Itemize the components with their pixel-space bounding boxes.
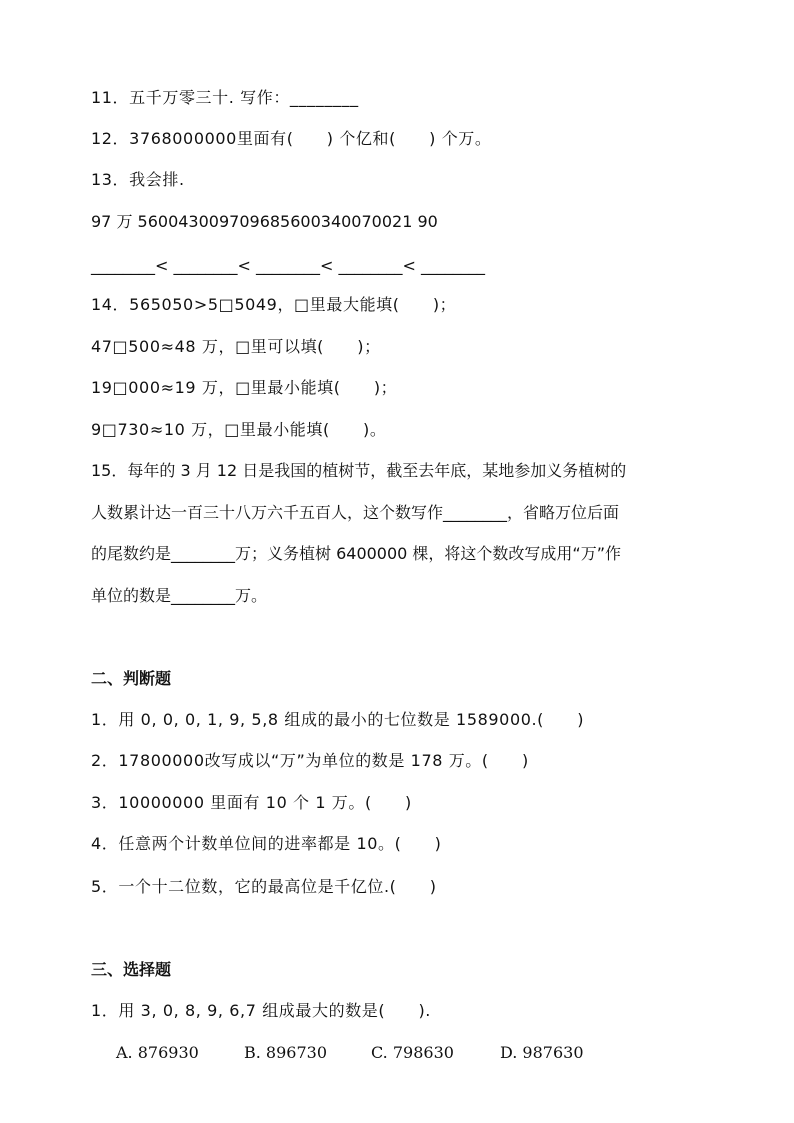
question-13-numbers: 97 万 560043009709685600340070021 90: [91, 212, 438, 231]
question-15-line-2: 人数累计达一百三十八万六千五百人，这个数写作________，省略万位后面: [91, 503, 620, 522]
choice-question-1: 1．用 3, 0, 8, 9, 6,7 组成最大的数是( ).: [91, 1001, 431, 1020]
question-14-c: 19□000≈19 万，□里最小能填( )；: [91, 378, 398, 397]
question-13-order-blanks: ________< ________< ________< ________< ________: [91, 256, 485, 275]
judge-item-3: 3．10000000 里面有 10 个 1 万。( ): [91, 793, 412, 812]
choice-option-b: B. 896730: [244, 1043, 328, 1062]
question-11: 11．五千万零三十. 写作：________: [91, 88, 359, 107]
section-heading-choice: 三、选择题: [91, 960, 172, 979]
judge-item-5: 5．一个十二位数，它的最高位是千亿位.( ): [91, 877, 437, 896]
judge-item-2: 2．17800000改写成以“万”为单位的数是 178 万。( ): [91, 751, 529, 770]
question-12: 12．3768000000里面有( ) 个亿和( ) 个万。: [91, 129, 492, 148]
choice-option-d: D. 987630: [500, 1043, 584, 1062]
question-13: 13．我会排.: [91, 170, 185, 189]
question-14-a: 14．565050>5□5049，□里最大能填( )；: [91, 295, 457, 314]
question-15-line-4: 单位的数是________万。: [91, 586, 268, 605]
question-15-line-1: 15．每年的 3 月 12 日是我国的植树节，截至去年底，某地参加义务植树的: [91, 461, 627, 480]
judge-item-4: 4．任意两个计数单位间的进率都是 10。( ): [91, 834, 442, 853]
judge-item-1: 1．用 0, 0, 0, 1, 9, 5,8 组成的最小的七位数是 1589000.( ): [91, 710, 585, 729]
question-14-d: 9□730≈10 万，□里最小能填( )。: [91, 420, 387, 439]
choice-option-a: A. 876930: [116, 1043, 199, 1062]
section-heading-judge: 二、判断题: [91, 669, 172, 688]
choice-option-c: C. 798630: [371, 1043, 454, 1062]
question-15-line-3: 的尾数约是________万；义务植树 6400000 棵，将这个数改写成用“万”作: [91, 544, 622, 563]
question-14-b: 47□500≈48 万，□里可以填( )；: [91, 337, 381, 356]
